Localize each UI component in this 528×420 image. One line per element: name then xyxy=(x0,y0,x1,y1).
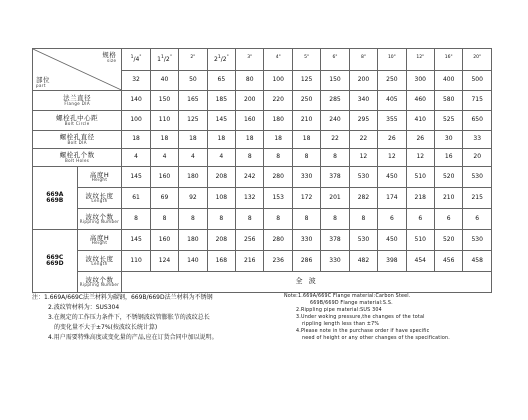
inch-mark: " xyxy=(422,54,425,60)
value-cell: 355 xyxy=(378,111,406,131)
note-en-5: rippling length less than ±7% xyxy=(302,322,380,327)
spec-row xyxy=(33,230,492,251)
dn-cell: 40 xyxy=(150,71,178,91)
inch-mark: " xyxy=(335,54,338,60)
row-label xyxy=(33,111,122,131)
spec-table xyxy=(32,48,492,293)
header-corner-cell xyxy=(33,49,122,91)
value-cell: 12 xyxy=(406,149,434,167)
dn-cell: 150 xyxy=(321,71,349,91)
value-cell: 330 xyxy=(292,230,320,251)
row-label xyxy=(77,188,122,209)
value-cell: 330 xyxy=(292,167,320,188)
value-cell: 280 xyxy=(264,167,292,188)
value-cell: 340 xyxy=(349,91,377,111)
row-label xyxy=(77,230,122,251)
value-cell: 8 xyxy=(264,149,292,167)
dn-cell: 300 xyxy=(406,71,434,91)
value-cell: 30 xyxy=(434,131,462,149)
value-cell: 8 xyxy=(122,209,150,230)
value-cell: 4 xyxy=(207,149,235,167)
part-header-label xyxy=(36,77,50,88)
row-label-en: Height xyxy=(91,240,108,246)
row-label xyxy=(77,167,122,188)
value-cell: 12 xyxy=(349,149,377,167)
value-cell: 208 xyxy=(207,167,235,188)
note-en-2: 669B/669D Flange material:S.S. xyxy=(310,301,393,306)
row-label-en: Flange DIA xyxy=(64,100,90,106)
value-cell: 295 xyxy=(349,111,377,131)
inch-mark: " xyxy=(278,54,281,60)
size-cell xyxy=(150,49,178,71)
size-row xyxy=(33,49,492,71)
size-num: 8 xyxy=(360,54,364,60)
value-cell: 18 xyxy=(236,131,264,149)
value-cell: 8 xyxy=(292,209,320,230)
value-cell: 4 xyxy=(122,149,150,167)
value-cell: 650 xyxy=(463,111,492,131)
value-cell: 22 xyxy=(321,131,349,149)
row-label-cn: 螺栓孔直径 xyxy=(59,133,95,141)
value-cell: 4 xyxy=(150,149,178,167)
size-cell xyxy=(434,49,462,71)
inch-mark: " xyxy=(393,54,396,60)
value-cell: 150 xyxy=(150,91,178,111)
dn-cell: 125 xyxy=(292,71,320,91)
dn-cell: 250 xyxy=(378,71,406,91)
size-num: 1 xyxy=(160,54,164,60)
inch-mark: " xyxy=(479,54,482,60)
value-cell: 69 xyxy=(150,188,178,209)
spec-row xyxy=(33,167,492,188)
row-label xyxy=(77,209,122,230)
merged-value-cell: 全 波 xyxy=(122,272,492,293)
value-cell: 236 xyxy=(264,251,292,272)
model-code: 669D xyxy=(46,260,64,267)
value-cell: 124 xyxy=(150,251,178,272)
value-cell: 18 xyxy=(264,131,292,149)
size-cell xyxy=(236,49,264,71)
spec-row xyxy=(33,272,492,293)
value-cell: 398 xyxy=(378,251,406,272)
value-cell: 185 xyxy=(207,91,235,111)
value-cell: 153 xyxy=(264,188,292,209)
value-cell: 285 xyxy=(321,91,349,111)
value-cell: 330 xyxy=(321,251,349,272)
note-en-7: need of height or any other changes of the specification. xyxy=(302,336,450,341)
value-cell: 456 xyxy=(434,251,462,272)
value-cell: 100 xyxy=(122,111,150,131)
value-cell: 33 xyxy=(463,131,492,149)
row-label-cn: 波纹长度 xyxy=(85,254,114,263)
value-cell: 286 xyxy=(292,251,320,272)
value-cell: 140 xyxy=(122,91,150,111)
size-cell xyxy=(378,49,406,71)
value-cell: 165 xyxy=(179,91,207,111)
size-num: 10 xyxy=(387,54,394,60)
value-cell: 216 xyxy=(236,251,264,272)
note-en-6: 4.Please note in the purchase order if have specific xyxy=(296,329,430,334)
size-cell xyxy=(122,49,150,71)
value-cell: 16 xyxy=(434,149,462,167)
inch-mark: " xyxy=(226,54,229,60)
size-num: 1 xyxy=(217,54,221,60)
value-cell: 454 xyxy=(406,251,434,272)
value-cell: 530 xyxy=(463,230,492,251)
value-cell: 378 xyxy=(321,167,349,188)
value-cell: 8 xyxy=(236,149,264,167)
value-cell: 282 xyxy=(349,188,377,209)
note-cn-3: 3.在规定的工作压力条件下，不锈钢波纹管膨胀节的波纹总长 xyxy=(48,314,210,321)
value-cell: 405 xyxy=(378,91,406,111)
inch-mark: " xyxy=(306,54,310,60)
value-cell: 530 xyxy=(349,167,377,188)
value-cell: 145 xyxy=(207,111,235,131)
size-cell xyxy=(292,49,320,71)
value-cell: 8 xyxy=(264,209,292,230)
value-cell: 26 xyxy=(378,131,406,149)
row-label-cn: 螺栓孔中心距 xyxy=(56,114,99,122)
spec-row xyxy=(33,149,492,167)
value-cell: 240 xyxy=(321,111,349,131)
size-cell xyxy=(406,49,434,71)
model-code: 669C xyxy=(46,253,64,261)
value-cell: 200 xyxy=(236,91,264,111)
value-cell: 218 xyxy=(406,188,434,209)
size-den: 4 xyxy=(135,55,140,63)
value-cell: 8 xyxy=(321,149,349,167)
dn-cell: 50 xyxy=(179,71,207,91)
size-num: 6 xyxy=(332,54,336,60)
row-label-en: Bolt Circle xyxy=(64,120,90,126)
row-label xyxy=(33,131,122,149)
note-en-4: 3.Under woking pressure,the changes of the total xyxy=(296,315,425,320)
value-cell: 22 xyxy=(349,131,377,149)
row-label-en: Height xyxy=(91,177,108,183)
value-cell: 378 xyxy=(321,230,349,251)
size-num: 1 xyxy=(130,54,134,60)
note-en-1: Note:1.669A/669C Flange material:Carbon Steel. xyxy=(284,294,411,299)
value-cell: 458 xyxy=(463,251,492,272)
size-num: 4 xyxy=(275,54,279,60)
dn-cell: 32 xyxy=(122,71,150,91)
value-cell: 410 xyxy=(406,111,434,131)
size-num: 3 xyxy=(247,54,251,60)
size-num: 16 xyxy=(444,54,451,60)
value-cell: 168 xyxy=(207,251,235,272)
value-cell: 530 xyxy=(349,230,377,251)
value-cell: 18 xyxy=(207,131,235,149)
value-cell: 8 xyxy=(236,209,264,230)
dn-cell: 80 xyxy=(236,71,264,91)
notes-english xyxy=(284,293,524,342)
value-cell: 510 xyxy=(406,167,434,188)
dn-cell: 400 xyxy=(434,71,462,91)
value-cell: 26 xyxy=(406,131,434,149)
note-cn-5: 4.用户需要特殊高度或变化量的产品,应在订货合同中加以说明。 xyxy=(48,334,218,341)
value-cell: 4 xyxy=(179,149,207,167)
value-cell: 18 xyxy=(292,131,320,149)
size-cell xyxy=(179,49,207,71)
row-label-cn: 波纹个数 xyxy=(85,275,114,284)
spec-row xyxy=(33,188,492,209)
row-label-cn: 法兰直径 xyxy=(63,94,92,102)
value-cell: 125 xyxy=(179,111,207,131)
value-cell: 180 xyxy=(264,111,292,131)
size-fraction-slash: / xyxy=(133,55,136,63)
size-cell xyxy=(207,49,235,71)
value-cell: 482 xyxy=(349,251,377,272)
row-label-en: Rippling Number xyxy=(79,282,120,288)
value-cell: 210 xyxy=(292,111,320,131)
spec-header-cn: 规格 xyxy=(102,51,117,59)
size-whole: 1 xyxy=(157,55,161,63)
row-label-en: Length xyxy=(91,198,108,204)
value-cell: 108 xyxy=(207,188,235,209)
inch-mark: " xyxy=(363,54,366,60)
value-cell: 140 xyxy=(179,251,207,272)
inch-mark: " xyxy=(450,54,453,60)
spec-header-label xyxy=(102,52,116,63)
value-cell: 174 xyxy=(378,188,406,209)
value-cell: 215 xyxy=(463,188,492,209)
row-label-en: Bolt Holes xyxy=(65,157,90,163)
value-cell: 525 xyxy=(434,111,462,131)
spec-row xyxy=(33,209,492,230)
row-label-cn: 高度H xyxy=(89,233,110,242)
row-label-cn: 高度H xyxy=(89,170,110,179)
value-cell: 510 xyxy=(406,230,434,251)
row-label xyxy=(33,149,122,167)
size-num: 12 xyxy=(416,54,423,60)
row-label-cn: 波纹长度 xyxy=(85,191,114,200)
row-label xyxy=(77,251,122,272)
value-cell: 160 xyxy=(236,111,264,131)
inch-mark: " xyxy=(169,54,172,60)
value-cell: 6 xyxy=(434,209,462,230)
value-cell: 530 xyxy=(463,167,492,188)
size-cell xyxy=(463,49,492,71)
value-cell: 160 xyxy=(150,230,178,251)
value-cell: 18 xyxy=(122,131,150,149)
size-whole: 2 xyxy=(214,55,218,63)
value-cell: 250 xyxy=(292,91,320,111)
value-cell: 18 xyxy=(179,131,207,149)
value-cell: 460 xyxy=(406,91,434,111)
row-label-cn: 波纹个数 xyxy=(85,212,114,221)
spec-header-en: size xyxy=(106,57,117,63)
row-label-cn: 螺栓孔个数 xyxy=(59,151,95,159)
dn-cell: 500 xyxy=(463,71,492,91)
value-cell: 242 xyxy=(236,167,264,188)
value-cell: 6 xyxy=(378,209,406,230)
spec-row xyxy=(33,131,492,149)
value-cell: 18 xyxy=(150,131,178,149)
value-cell: 210 xyxy=(434,188,462,209)
model-group-label xyxy=(33,167,78,230)
dn-cell: 65 xyxy=(207,71,235,91)
value-cell: 92 xyxy=(179,188,207,209)
row-label xyxy=(77,272,122,293)
value-cell: 8 xyxy=(321,209,349,230)
value-cell: 61 xyxy=(122,188,150,209)
spec-row xyxy=(33,91,492,111)
value-cell: 280 xyxy=(264,230,292,251)
inch-mark: " xyxy=(139,54,142,60)
value-cell: 132 xyxy=(236,188,264,209)
value-cell: 520 xyxy=(434,167,462,188)
row-label-en: Length xyxy=(91,261,108,267)
size-den: 2 xyxy=(222,55,227,63)
value-cell: 8 xyxy=(179,209,207,230)
inch-mark: " xyxy=(250,54,253,60)
value-cell: 715 xyxy=(463,91,492,111)
value-cell: 8 xyxy=(150,209,178,230)
value-cell: 8 xyxy=(292,149,320,167)
value-cell: 160 xyxy=(150,167,178,188)
value-cell: 201 xyxy=(321,188,349,209)
note-en-3: 2.Rippling pipe material:SUS 304 xyxy=(296,308,382,313)
dn-cell: 100 xyxy=(264,71,292,91)
part-header-cn: 部位 xyxy=(36,76,50,84)
value-cell: 8 xyxy=(349,209,377,230)
value-cell: 450 xyxy=(378,230,406,251)
spec-row xyxy=(33,251,492,272)
value-cell: 145 xyxy=(122,230,150,251)
size-cell xyxy=(349,49,377,71)
value-cell: 450 xyxy=(378,167,406,188)
value-cell: 520 xyxy=(434,230,462,251)
value-cell: 12 xyxy=(378,149,406,167)
dn-cell: 200 xyxy=(349,71,377,91)
row-label-en: Rippling Number xyxy=(79,219,120,225)
row-label xyxy=(33,91,122,111)
value-cell: 145 xyxy=(122,167,150,188)
value-cell: 20 xyxy=(463,149,492,167)
value-cell: 6 xyxy=(463,209,492,230)
model-code: 669A xyxy=(46,190,64,198)
note-cn-2: 2.波纹管材料为：SUS304 xyxy=(48,304,120,311)
inch-mark: " xyxy=(193,54,196,60)
spec-row xyxy=(33,111,492,131)
size-fraction-slash: / xyxy=(163,55,166,63)
value-cell: 580 xyxy=(434,91,462,111)
size-fraction-slash: / xyxy=(220,55,223,63)
size-cell xyxy=(321,49,349,71)
row-label-en: Bolt DIA xyxy=(67,139,87,145)
value-cell: 220 xyxy=(264,91,292,111)
size-cell xyxy=(264,49,292,71)
value-cell: 256 xyxy=(236,230,264,251)
value-cell: 172 xyxy=(292,188,320,209)
note-cn-4: 的变化量不大于±7%(按波纹长统计算) xyxy=(54,324,158,331)
size-den: 2 xyxy=(165,55,170,63)
value-cell: 110 xyxy=(122,251,150,272)
value-cell: 110 xyxy=(150,111,178,131)
size-num: 5 xyxy=(304,54,307,60)
value-cell: 6 xyxy=(406,209,434,230)
value-cell: 180 xyxy=(179,230,207,251)
size-num: 20 xyxy=(473,54,480,60)
note-cn-1: 注：1.669A/669C法兰材料为碳钢，669B/669D法兰材料为不锈钢 xyxy=(32,294,213,301)
part-header-en: part xyxy=(36,82,46,88)
value-cell: 180 xyxy=(179,167,207,188)
value-cell: 208 xyxy=(207,230,235,251)
model-group-label xyxy=(33,230,78,293)
notes-chinese xyxy=(32,293,284,343)
model-code: 669B xyxy=(46,197,64,204)
value-cell: 8 xyxy=(207,209,235,230)
size-num: 2 xyxy=(190,54,194,60)
